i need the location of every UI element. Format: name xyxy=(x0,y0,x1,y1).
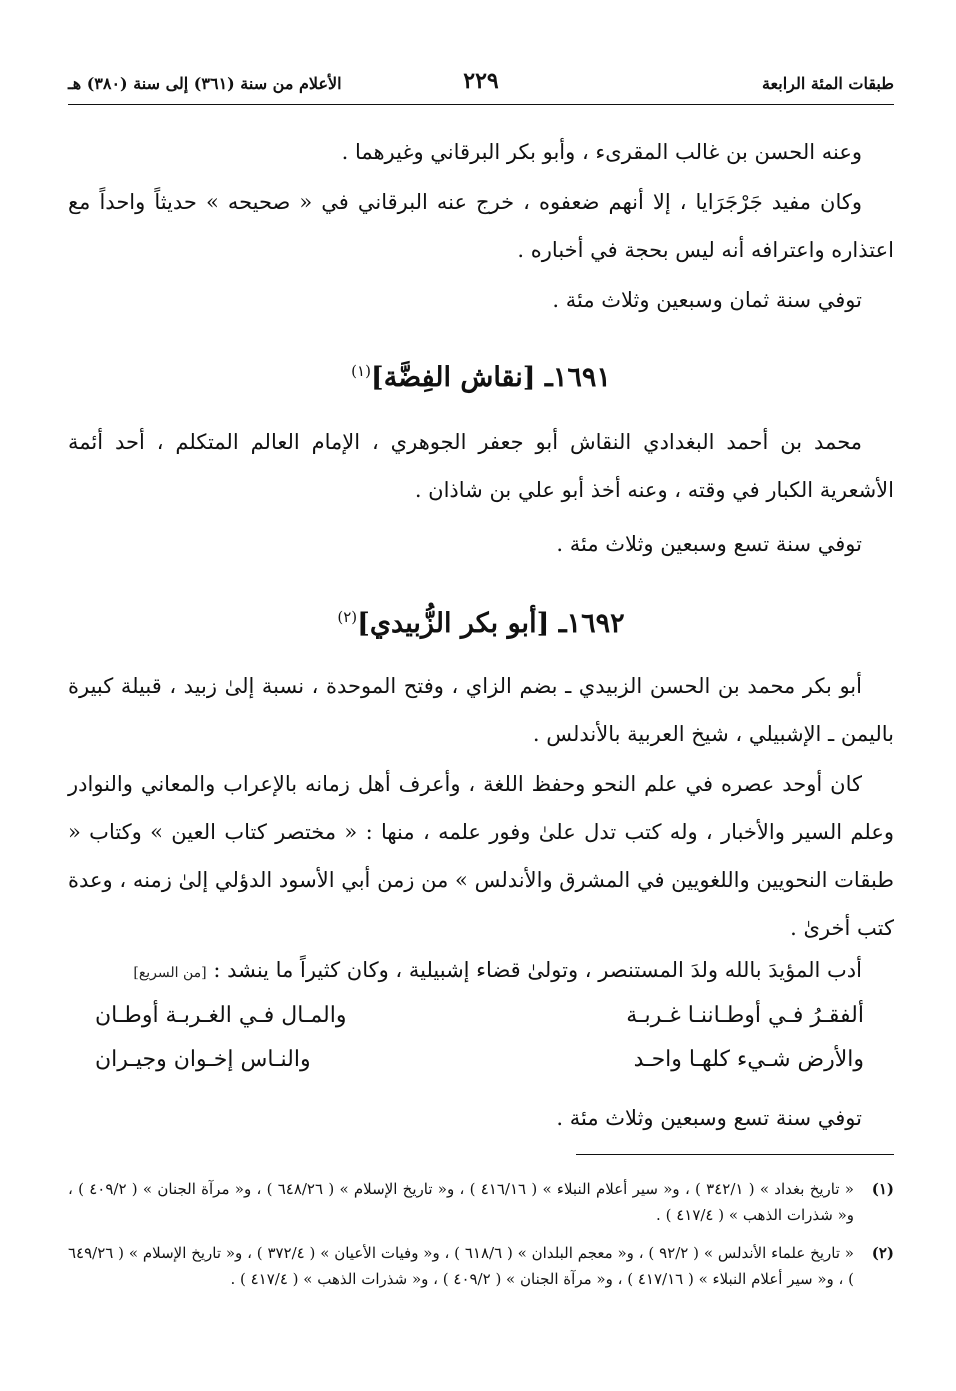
poem-second-hemistich: والنـاس إخـوان وجيـران xyxy=(95,1047,311,1072)
running-header xyxy=(68,64,894,105)
paragraph: توفي سنة تسع وسبعين وثلاث مئة . xyxy=(556,532,862,556)
paragraph: كان أوحد عصره في علم النحو وحفظ اللغة ، وأعرف أهل زمانه بالإعراب والمعاني والنوادر وعلم السير والأخبار ، وله كتب تدل علىٰ وفور علمه ، منها : « مختصر كتاب العين » وكتاب « طبقات النحويين واللغويين في المشرق والأندلس » من زمن أبي الأسود الدؤلي إلىٰ زمنه ، وعدة كتب أخرىٰ . xyxy=(68,772,894,940)
poem-line xyxy=(95,1003,864,1043)
poem-first-hemistich: ألفقـرُ فـي أوطـاننـا غـربـة xyxy=(626,1003,864,1028)
footnote-separator xyxy=(576,1154,894,1155)
footnote-text: « تاريخ بغداد » ( ٣٤٢/١ ) ، و« سير أعلام النبلاء » ( ٤١٦/١٦ ) ، و« تاريخ الإسلام » ( ٦٤٨/٢٦ ) ، و« مرآة الجنان » ( ٤٠٩/٢ ) ، و« شذرات الذهب » ( ٤١٧/٤ ) . xyxy=(68,1180,854,1224)
poem-first-hemistich: والأرض شـيء كلهـا واحـد xyxy=(633,1047,864,1072)
entry-title-text: ١٦٩١ـ [نقاش الفِضَّة] xyxy=(370,362,611,393)
paragraph: وكان مفيد جَرْجَرَايا ، إلا أنهم ضعفوه ، خرج عنه البرقاني في « صحيحه » حديثاً واحداً مع اعتذاره واعترافه أنه ليس بحجة في أخباره . xyxy=(68,190,894,262)
poem-line xyxy=(95,1047,864,1087)
header-period: الأعلام من سنة (٣٦١) إلى سنة (٣٨٠) هـ xyxy=(68,74,342,93)
footnote-ref: (١) xyxy=(351,362,371,380)
footnote xyxy=(68,1240,894,1292)
entry-title xyxy=(68,608,894,639)
footnote-text: « تاريخ علماء الأندلس » ( ٩٢/٢ ) ، و« معجم البلدان » ( ٦١٨/٦ ) ، و« وفيات الأعيان » ( ٣٧٢/٤ ) ، و« تاريخ الإسلام » ( ٦٤٩/٢٦ ) ، و« سير أعلام النبلاء » ( ٤١٧/١٦ ) ، و« مرآة الجنان » ( ٤٠٩/٢ ) ، و« شذرات الذهب » ( ٤١٧/٤ ) . xyxy=(68,1244,854,1288)
paragraph: توفي سنة ثمان وسبعين وثلاث مئة . xyxy=(552,288,862,312)
footnote-number: (١) xyxy=(871,1180,894,1198)
verse-intro-text: أدب المؤيدَ بالله ولدَ المستنصر ، وتولىٰ قضاء إشبيلية ، وكان كثيراً ما ينشد : xyxy=(213,958,862,982)
header-section-title: طبقات المئة الرابعة xyxy=(761,74,894,93)
footnote xyxy=(68,1176,894,1228)
footnote-ref: (٢) xyxy=(337,608,358,626)
entry-title xyxy=(68,362,894,393)
verse-intro xyxy=(68,946,894,997)
paragraph: وعنه الحسن بن غالب المقرىء ، وأبو بكر البرقاني وغيرهما . xyxy=(341,140,862,164)
poetic-meter-label: [من السريع] xyxy=(133,965,207,981)
paragraph: أبو بكر محمد بن الحسن الزبيدي ـ بضم الزاي ، وفتح الموحدة ، نسبة إلىٰ زبيد ، قبيلة كبيرة باليمن ـ الإشبيلي ، شيخ العربية بالأندلس . xyxy=(68,674,894,746)
paragraph: توفي سنة تسع وسبعين وثلاث مئة . xyxy=(556,1106,862,1130)
paragraph: محمد بن أحمد البغدادي النقاش أبو جعفر الجوهري ، الإمام العالم المتكلم ، أحد أئمة الأشعرية الكبار في وقته ، وعنه أخذ أبو علي بن شاذان . xyxy=(68,430,894,502)
poem-second-hemistich: والمـال فـي الغـربـة أوطـان xyxy=(95,1003,347,1028)
entry-title-text: ١٦٩٢ـ [أبو بكر الزُّبيدي] xyxy=(357,608,625,639)
footnote-number: (٢) xyxy=(871,1244,894,1262)
page-number: ٢٢٩ xyxy=(463,68,499,94)
